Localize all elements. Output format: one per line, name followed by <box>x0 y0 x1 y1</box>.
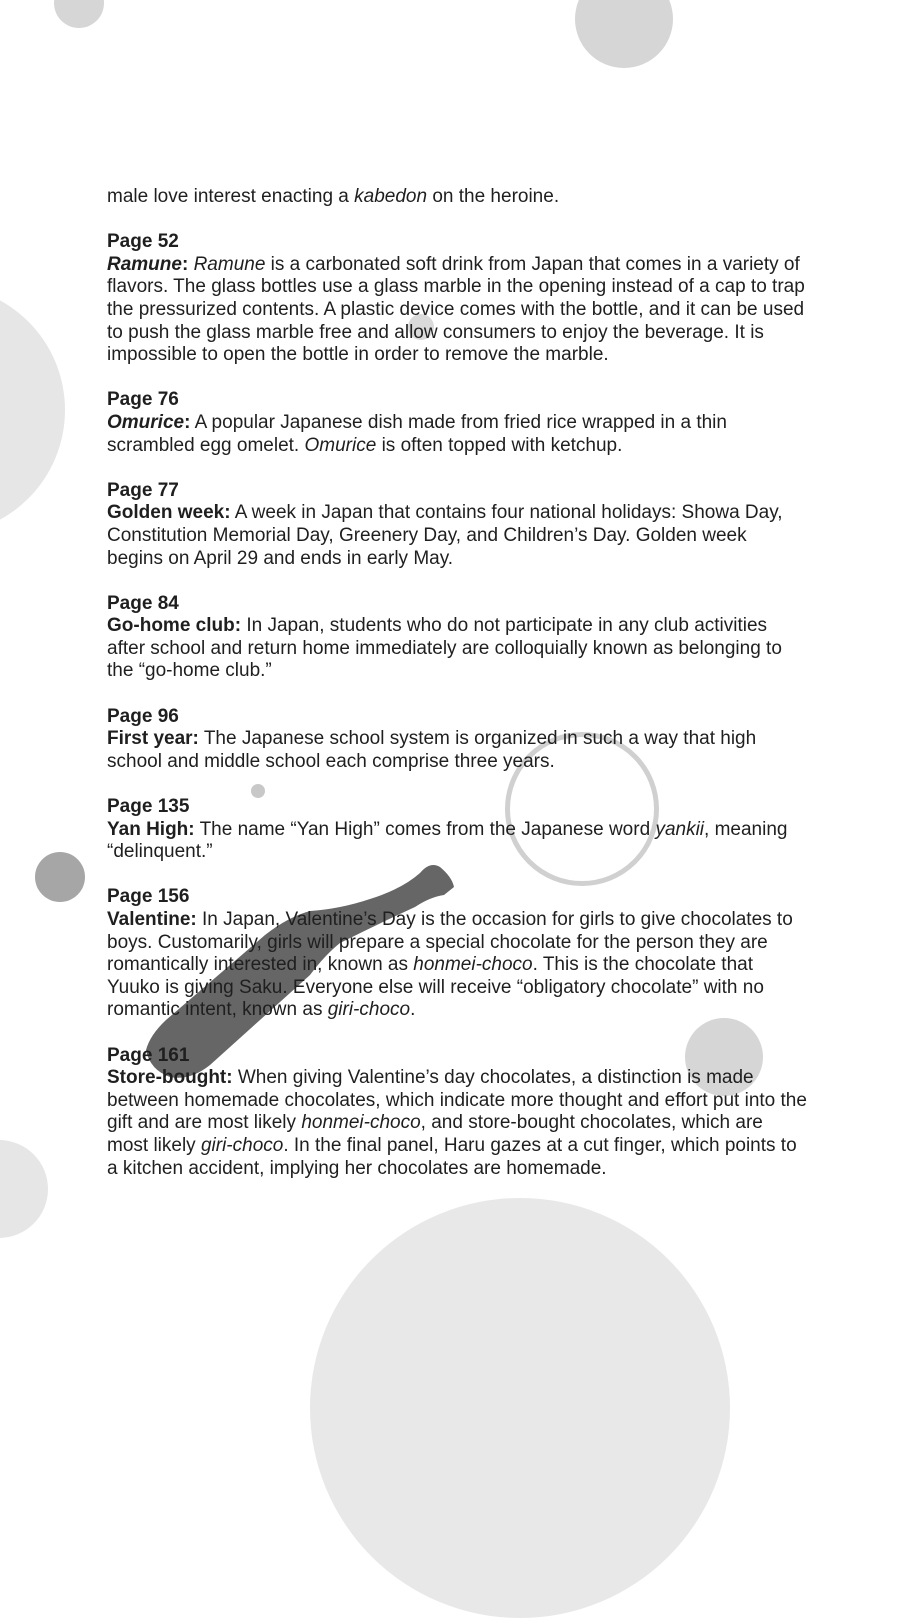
definition-text: The Japanese school system is organized in such a way that high school and middle school each comprise three years. <box>107 728 757 772</box>
glossary-definition <box>107 412 807 457</box>
glossary-term: First year: <box>107 728 199 750</box>
glossary-term: Golden week: <box>107 502 231 524</box>
glossary-definition <box>107 254 807 367</box>
definition-text: A popular Japanese dish made from fried rice wrapped in a thin scrambled egg omelet. <box>107 411 727 456</box>
glossary-entry <box>107 1045 807 1181</box>
glossary-definition <box>107 819 807 864</box>
definition-text: . <box>410 999 416 1021</box>
definition-text: A week in Japan that contains four national holidays: Showa Day, Constitution Memorial Day, Greenery Day, and Children’s Day. Golden week begins on April 29 and ends in early May. <box>107 502 783 569</box>
glossary-entry <box>107 480 807 570</box>
definition-text: , meaning “delinquent.” <box>107 818 788 863</box>
page-reference-heading: Page 96 <box>107 705 179 727</box>
glossary-entry <box>107 231 807 367</box>
glossary-term: Yan High: <box>107 818 195 840</box>
page-reference-heading: Page 84 <box>107 592 179 614</box>
glossary-term: Valentine: <box>107 909 197 930</box>
glossary-definition <box>107 728 807 773</box>
glossary-entry <box>107 706 807 774</box>
italic-term: honmei-choco <box>413 954 533 976</box>
bubble-circle-top-left <box>54 0 104 28</box>
continuation-paragraph: male love interest enacting a kabedon on the heroine. <box>107 186 560 207</box>
glossary-definition <box>107 502 807 570</box>
glossary-entry <box>107 593 807 683</box>
page-reference-heading: Page 52 <box>107 231 179 253</box>
page-reference-heading: Page 156 <box>107 886 190 908</box>
glossary-entry <box>107 389 807 457</box>
glossary-definition <box>107 909 807 1022</box>
bubble-circle-left-bottom <box>0 1140 48 1238</box>
glossary-page <box>107 186 807 1180</box>
bubble-circle-top-right <box>575 0 673 68</box>
page-reference-heading: Page 161 <box>107 1044 190 1066</box>
glossary-definition <box>107 615 807 683</box>
glossary-term: Go-home club: <box>107 615 242 637</box>
glossary-entry <box>107 796 807 864</box>
glossary-term: Omurice: <box>107 411 191 433</box>
glossary-term: Ramune: <box>107 253 189 275</box>
italic-term: giri-choco <box>327 999 411 1021</box>
glossary-entry <box>107 886 807 1022</box>
definition-text: In Japan, students who do not participate in any club activities after school and return home immediately are colloquially known as belonging to the “go-home club.” <box>107 615 782 682</box>
glossary-entries <box>107 231 807 1180</box>
definition-text: is often topped with ketchup. <box>376 434 623 456</box>
definition-text: is a carbonated soft drink from Japan that comes in a variety of flavors. The glass bottles use a glass marble in the opening instead of a cap to trap the pressurized contents. A plastic device comes with the bottle, and it can be used to push the glass marble free and allow consumers to enjoy the beverage. It is impossible to open the bottle in order to remove the marble. <box>107 253 805 366</box>
definition-text: , and store-bought chocolates, which are most likely <box>107 1112 763 1156</box>
bubble-circle-bottom-large <box>310 1198 730 1618</box>
definition-text: When giving Valentine’s day chocolates, a distinction is made between homemade chocolates, which indicate more thought and effort put into the gift and are most likely <box>107 1067 807 1134</box>
italic-term: giri-choco <box>200 1134 284 1156</box>
glossary-definition <box>107 1067 807 1180</box>
definition-text: The name “Yan High” comes from the Japanese word <box>199 818 656 840</box>
italic-term: honmei-choco <box>301 1112 421 1134</box>
bubble-circle-left-large <box>0 285 65 535</box>
italic-term: yankii <box>655 818 705 840</box>
italic-term: Omurice <box>304 434 377 456</box>
bubble-circle-dark-left <box>35 852 85 902</box>
page-reference-heading: Page 135 <box>107 796 190 818</box>
definition-text: In Japan, Valentine’s Day is the occasion for girls to give chocolates to boys. Customarily, girls will prepare a special chocolate for the person they are romantically interested in, known as <box>107 909 793 976</box>
glossary-term: Store-bought: <box>107 1067 233 1089</box>
page-reference-heading: Page 76 <box>107 389 179 411</box>
definition-text: . This is the chocolate that Yuuko is giving Saku. Everyone else will receive “obligatory chocolate” with no romantic intent, known as <box>107 954 764 1021</box>
page-reference-heading: Page 77 <box>107 479 179 501</box>
definition-text: . In the final panel, Haru gazes at a cut finger, which points to a kitchen accident, implying her chocolates are homemade. <box>107 1134 797 1179</box>
italic-term: Ramune <box>193 253 266 275</box>
